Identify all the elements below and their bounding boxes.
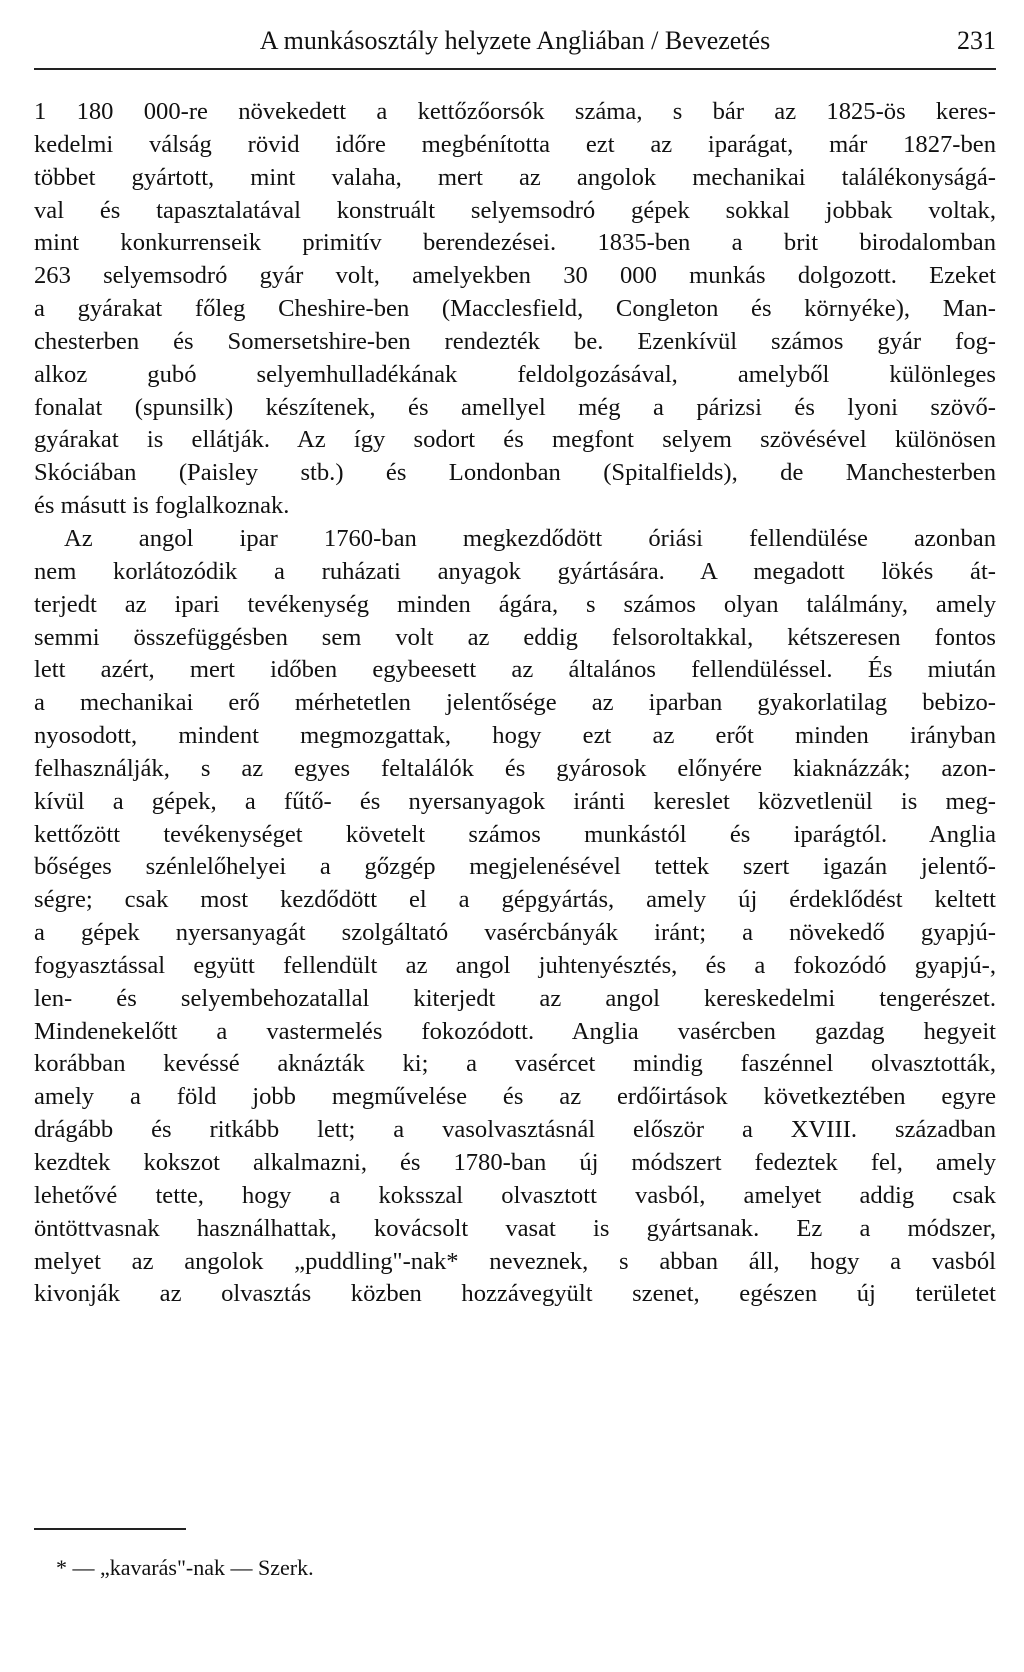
text-line: len- és selyembehozatallal kiterjedt az angol kereskedelmi tengerészet. xyxy=(34,984,996,1012)
header-rule xyxy=(34,68,996,70)
text-line: mint konkurrenseik primitív berendezései. 1835-ben a brit birodalomban xyxy=(34,229,996,257)
text-line: felhasználják, s az egyes feltalálók és gyárosok előnyére kiaknázzák; azon- xyxy=(34,754,996,782)
page-header xyxy=(34,24,996,64)
footnote: * — „kavarás"-nak — Szerk. xyxy=(56,1555,314,1580)
text-line: korábban kevéssé aknázták ki; a vasércet mindig faszénnel olvasztották, xyxy=(34,1050,996,1078)
text-line: nyosodott, mindent megmozgattak, hogy ezt az erőt minden irányban xyxy=(34,722,996,750)
text-line: ségre; csak most kezdődött el a gépgyártás, amely új érdeklődést keltett xyxy=(34,886,996,914)
text-line: nem korlátozódik a ruházati anyagok gyártására. A megadott lökés át- xyxy=(34,557,996,585)
text-line: kívül a gépek, a fűtő- és nyersanyagok iránti kereslet közvetlenül is meg- xyxy=(34,787,996,815)
text-line: alkoz gubó selyemhulladékának feldolgozásával, amelyből különleges xyxy=(34,360,996,388)
text-line: melyet az angolok „puddling"-nak* neveznek, s abban áll, hogy a vasból xyxy=(34,1247,996,1275)
text-line: fonalat (spunsilk) készítenek, és amellyel még a párizsi és lyoni szövő- xyxy=(34,393,996,421)
text-line: amely a föld jobb megművelése és az erdőirtások következtében egyre xyxy=(34,1083,996,1111)
text-line: többet gyártott, mint valaha, mert az angolok mechanikai találékonyságá- xyxy=(34,163,996,191)
text-line: kettőzött tevékenységet követelt számos munkástól és iparágtól. Anglia xyxy=(34,820,996,848)
text-line: kedelmi válság rövid időre megbénította ezt az iparágat, már 1827-ben xyxy=(34,130,996,158)
text-line: chesterben és Somersetshire-ben rendezték be. Ezenkívül számos gyár fog- xyxy=(34,327,996,355)
text-line: val és tapasztalatával konstruált selyemsodró gépek sokkal jobbak voltak, xyxy=(34,196,996,224)
text-line: Skóciában (Paisley stb.) és Londonban (Spitalfields), de Manchesterben xyxy=(34,459,996,487)
text-line: lehetővé tette, hogy a koksszal olvasztott vasból, amelyet addig csak xyxy=(34,1181,996,1209)
text-line: drágább és ritkább lett; a vasolvasztásnál először a XVIII. században xyxy=(34,1116,996,1144)
text-line: a gyárakat főleg Cheshire-ben (Macclesfield, Congleton és környéke), Man- xyxy=(34,295,996,323)
page-number: 231 xyxy=(957,26,996,55)
text-line: kezdtek kokszot alkalmazni, és 1780-ban új módszert fedeztek fel, amely xyxy=(34,1149,996,1176)
text-line: semmi összefüggésben sem volt az eddig felsoroltakkal, kétszeresen fontos xyxy=(34,623,996,651)
text-line: Az angol ipar 1760-ban megkezdődött óriási fellendülése azonban xyxy=(64,524,996,552)
text-line: a mechanikai erő mérhetetlen jelentősége az iparban gyakorlatilag bebizo- xyxy=(34,689,996,717)
text-line: fogyasztással együtt fellendült az angol juhtenyésztés, és a fokozódó gyapjú-, xyxy=(34,951,996,979)
text-line: 263 selyemsodró gyár volt, amelyekben 30 000 munkás dolgozott. Ezeket xyxy=(34,262,996,290)
text-line: és másutt is foglalkoznak. xyxy=(34,492,290,520)
text-line: lett azért, mert időben egybeesett az általános fellendüléssel. És miután xyxy=(34,656,996,684)
text-line: a gépek nyersanyagát szolgáltató vasércbányák iránt; a növekedő gyapjú- xyxy=(34,919,996,947)
text-line: 1 180 000-re növekedett a kettőzőorsók száma, s bár az 1825-ös keres- xyxy=(34,98,996,125)
text-line: kivonják az olvasztás közben hozzávegyült szenet, egészen új területet xyxy=(34,1280,996,1308)
text-line: öntöttvasnak használhattak, kovácsolt vasat is gyártsanak. Ez a módszer, xyxy=(34,1214,996,1242)
text-line: terjedt az ipari tevékenység minden ágára, s számos olyan találmány, amely xyxy=(34,590,996,618)
footnote-rule xyxy=(34,1528,186,1530)
text-line: gyárakat is ellátják. Az így sodort és megfont selyem szövésével különösen xyxy=(34,426,996,454)
text-line: bőséges szénlelőhelyei a gőzgép megjelenésével tettek szert igazán jelentő- xyxy=(34,853,996,881)
running-head: A munkásosztály helyzete Angliában / Bevezetés xyxy=(259,26,771,55)
body-text xyxy=(34,96,996,1311)
text-line: Mindenekelőtt a vastermelés fokozódott. Anglia vasércben gazdag hegyeit xyxy=(34,1017,996,1045)
